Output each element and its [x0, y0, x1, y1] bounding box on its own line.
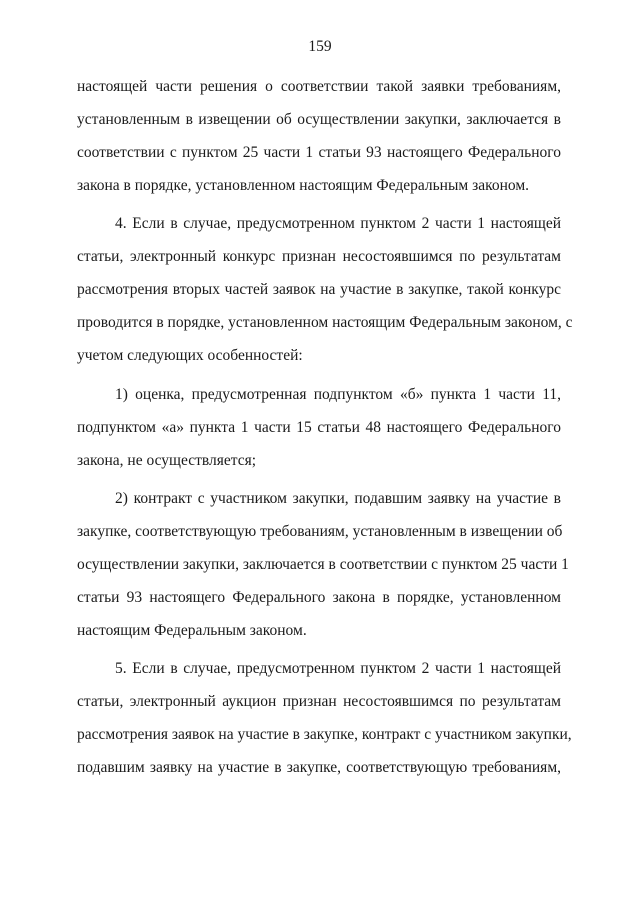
text-line: учетом следующих особенностей:	[77, 347, 303, 364]
text-line: закупке, соответствующую требованиям, установленным в извещении об	[77, 523, 563, 540]
text-line: статьи, электронный аукцион признан несостоявшимся по результатам	[77, 693, 561, 710]
text-line: 1) оценка, предусмотренная подпунктом «б» пункта 1 части 11,	[115, 386, 561, 403]
text-line: закона, не осуществляется;	[77, 452, 257, 469]
text-line: установленным в извещении об осуществлении закупки, заключается в	[77, 111, 561, 128]
text-line: закона в порядке, установленном настоящим Федеральным законом.	[77, 177, 529, 194]
text-line: подпунктом «а» пункта 1 части 15 статьи 48 настоящего Федерального	[77, 419, 561, 436]
page-number: 159	[308, 38, 332, 55]
text-line: настоящим Федеральным законом.	[77, 622, 307, 639]
text-line: осуществлении закупки, заключается в соответствии с пунктом 25 части 1	[77, 556, 569, 573]
text-line: рассмотрения вторых частей заявок на участие в закупке, такой конкурс	[77, 281, 561, 298]
text-line: 5. Если в случае, предусмотренном пунктом 2 части 1 настоящей	[115, 660, 561, 677]
text-line: настоящей части решения о соответствии такой заявки требованиям,	[77, 78, 561, 95]
text-line: проводится в порядке, установленном настоящим Федеральным законом, с	[77, 314, 573, 331]
text-line: 4. Если в случае, предусмотренном пунктом 2 части 1 настоящей	[115, 215, 561, 232]
text-line: подавшим заявку на участие в закупке, соответствующую требованиям,	[77, 759, 561, 776]
text-line: статьи 93 настоящего Федерального закона в порядке, установленном	[77, 589, 561, 606]
text-line: рассмотрения заявок на участие в закупке, контракт с участником закупки,	[77, 726, 572, 743]
text-line: соответствии с пунктом 25 части 1 статьи 93 настоящего Федерального	[77, 144, 561, 161]
text-line: 2) контракт с участником закупки, подавшим заявку на участие в	[115, 490, 561, 507]
text-line: статьи, электронный конкурс признан несостоявшимся по результатам	[77, 248, 561, 265]
